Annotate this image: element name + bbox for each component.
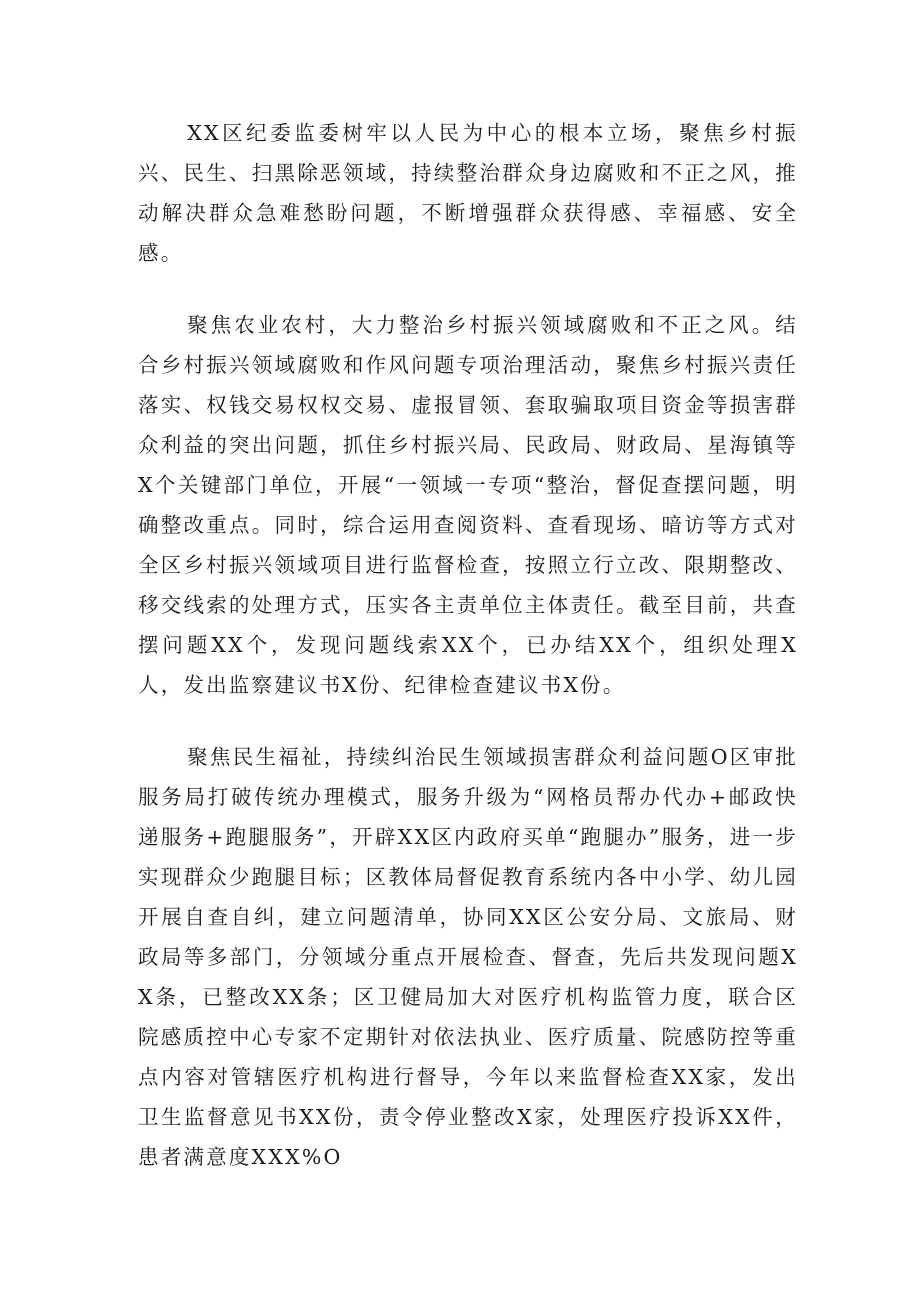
document-body [138, 113, 798, 1177]
paragraph-intro: XX区纪委监委树牢以人民为中心的根本立场，聚焦乡村振兴、民生、扫黑除恶领域，持续整治群众身边腐败和不正之风，推动解决群众急难愁盼问题，不断增强群众获得感、幸福感、安全感。 [138, 121, 798, 265]
paragraph-rural-revitalization: 聚焦农业农村，大力整治乡村振兴领域腐败和不正之风。结合乡村振兴领域腐败和作风问题专项治理活动，聚焦乡村振兴责任落实、权钱交易权权交易、虚报冒领、套取骗取项目资金等损害群众利益的突出问题，抓住乡村振兴局、民政局、财政局、星海镇等X个关键部门单位，开展“一领域一专项“整治，督促查摆问题，明确整改重点。同时，综合运用查阅资料、查看现场、暗访等方式对全区乡村振兴领域项目进行监督检查，按照立行立改、限期整改、移交线索的处理方式，压实各主责单位主体责任。截至目前，共查摆问题XX个，发现问题线索XX个，已办结XX个，组织处理X人，发出监察建议书X份、纪律检查建议书X份。 [138, 313, 798, 697]
paragraph-livelihood: 聚焦民生福祉，持续纠治民生领域损害群众利益问题O区审批服务局打破传统办理模式，服务升级为“网格员帮办代办+邮政快递服务+跑腿服务”，开辟XX区内政府买单“跑腿办”服务，进一步实现群众少跑腿目标；区教体局督促教育系统内各中小学、幼儿园开展自查自纠，建立问题清单，协同XX区公安分局、文旅局、财政局等多部门，分领域分重点开展检查、督查，先后共发现问题XX条，已整改XX条；区卫健局加大对医疗机构监管力度，联合区院感质控中心专家不定期针对依法执业、医疗质量、院感防控等重点内容对管辖医疗机构进行督导，今年以来监督检查XX家，发出卫生监督意见书XX份，责令停业整改X家，处理医疗投诉XX件，患者满意度XXX%O [138, 745, 798, 1169]
